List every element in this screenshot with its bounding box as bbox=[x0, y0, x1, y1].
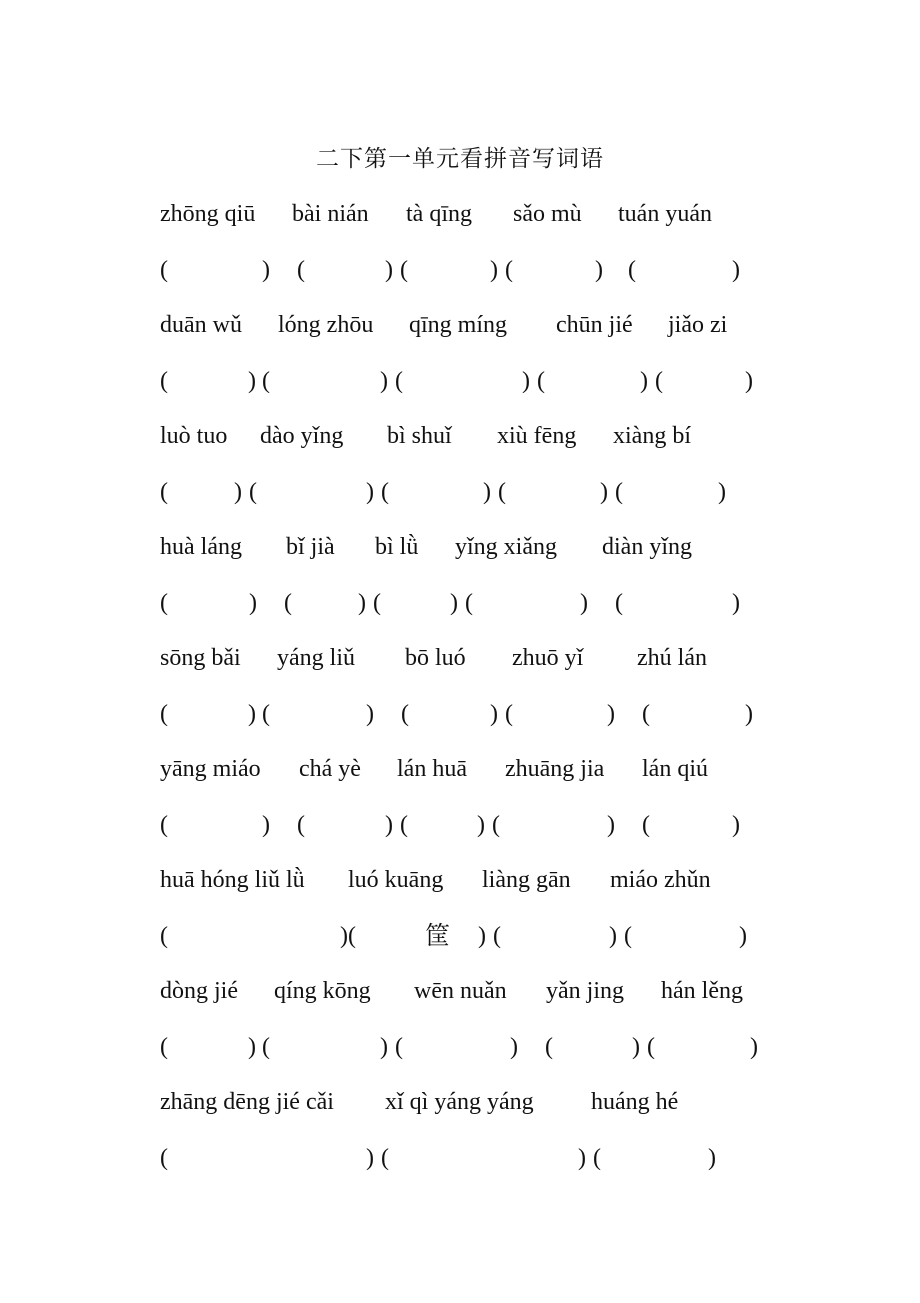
pinyin-word: luò tuo bbox=[160, 423, 228, 449]
open-paren: ( bbox=[400, 257, 408, 283]
pinyin-word: duān wǔ bbox=[160, 312, 242, 338]
close-paren: ) bbox=[385, 812, 393, 838]
open-paren: ( bbox=[498, 479, 506, 505]
close-paren: ) bbox=[358, 590, 366, 616]
pinyin-word: xǐ qì yáng yáng bbox=[385, 1089, 534, 1115]
pinyin-word: chá yè bbox=[299, 756, 361, 782]
open-paren: ( bbox=[395, 368, 403, 394]
pinyin-word: zhāng dēng jié cǎi bbox=[160, 1089, 334, 1115]
answer-row bbox=[0, 475, 920, 509]
open-paren: ( bbox=[160, 368, 168, 394]
close-paren: ) bbox=[366, 1145, 374, 1171]
open-paren: ( bbox=[628, 257, 636, 283]
pinyin-word: lán qiú bbox=[642, 756, 708, 782]
answer-row bbox=[0, 808, 920, 842]
open-paren: ( bbox=[395, 1034, 403, 1060]
open-paren: ( bbox=[284, 590, 292, 616]
open-paren: ( bbox=[160, 590, 168, 616]
close-paren: ) bbox=[750, 1034, 758, 1060]
close-paren: ) bbox=[262, 257, 270, 283]
pinyin-word: dòng jié bbox=[160, 978, 238, 1004]
filled-answer: 筐 bbox=[425, 921, 451, 950]
pinyin-word: tuán yuán bbox=[618, 201, 712, 227]
open-paren: ( bbox=[642, 701, 650, 727]
pinyin-word: zhuāng jia bbox=[505, 756, 605, 782]
close-paren: ) bbox=[234, 479, 242, 505]
open-paren: ( bbox=[373, 590, 381, 616]
open-paren: ( bbox=[505, 701, 513, 727]
answer-row bbox=[0, 364, 920, 398]
open-paren: ( bbox=[624, 923, 632, 949]
open-paren: ( bbox=[262, 368, 270, 394]
open-paren: ( bbox=[160, 479, 168, 505]
open-paren: ( bbox=[160, 923, 168, 949]
open-paren: ( bbox=[647, 1034, 655, 1060]
pinyin-word: sōng bǎi bbox=[160, 645, 241, 671]
open-paren: ( bbox=[249, 479, 257, 505]
pinyin-word: zhuō yǐ bbox=[512, 645, 584, 671]
open-paren: ( bbox=[262, 701, 270, 727]
pinyin-word: miáo zhǔn bbox=[610, 867, 711, 893]
close-paren: ) bbox=[578, 1145, 586, 1171]
close-paren: ) bbox=[522, 368, 530, 394]
pinyin-word: dào yǐng bbox=[260, 423, 344, 449]
close-paren: ) bbox=[483, 479, 491, 505]
open-paren: ( bbox=[401, 701, 409, 727]
close-paren: ) bbox=[366, 479, 374, 505]
close-paren: ) bbox=[478, 923, 486, 949]
pinyin-word: chūn jié bbox=[556, 312, 633, 338]
close-paren: ) bbox=[732, 590, 740, 616]
close-paren: ) bbox=[248, 1034, 256, 1060]
open-paren: ( bbox=[505, 257, 513, 283]
close-paren: ) bbox=[490, 257, 498, 283]
pinyin-word: liàng gān bbox=[482, 867, 571, 893]
answer-row bbox=[0, 697, 920, 731]
close-paren: ) bbox=[745, 701, 753, 727]
pinyin-word: lán huā bbox=[397, 756, 467, 782]
pinyin-word: zhú lán bbox=[637, 645, 707, 671]
open-paren: ( bbox=[262, 1034, 270, 1060]
pinyin-word: bì lǜ bbox=[375, 534, 419, 560]
pinyin-word: jiǎo zi bbox=[668, 312, 728, 338]
close-paren: ) bbox=[249, 590, 257, 616]
pinyin-word: yǎn jing bbox=[546, 978, 624, 1004]
answer-row bbox=[0, 1141, 920, 1175]
open-paren: ( bbox=[615, 590, 623, 616]
pinyin-word: qíng kōng bbox=[274, 978, 371, 1004]
close-paren: ) bbox=[745, 368, 753, 394]
pinyin-row bbox=[0, 752, 920, 786]
pinyin-word: lóng zhōu bbox=[278, 312, 374, 338]
pinyin-word: huáng hé bbox=[591, 1089, 679, 1115]
open-paren: ( bbox=[160, 701, 168, 727]
answer-row bbox=[0, 586, 920, 620]
open-paren: ( bbox=[493, 923, 501, 949]
open-paren: ( bbox=[381, 1145, 389, 1171]
pinyin-word: bǐ jià bbox=[286, 534, 335, 560]
pinyin-word: luó kuāng bbox=[348, 867, 444, 893]
close-paren: ) bbox=[607, 701, 615, 727]
open-paren: ( bbox=[297, 257, 305, 283]
close-paren: ) bbox=[708, 1145, 716, 1171]
close-paren: ) bbox=[732, 812, 740, 838]
close-paren: ) bbox=[450, 590, 458, 616]
close-paren: ) bbox=[380, 368, 388, 394]
close-paren: ) bbox=[732, 257, 740, 283]
open-paren: ( bbox=[655, 368, 663, 394]
open-paren: ( bbox=[537, 368, 545, 394]
close-paren: ) bbox=[607, 812, 615, 838]
close-paren: ) bbox=[366, 701, 374, 727]
answer-row bbox=[0, 1030, 920, 1064]
pinyin-word: xiù fēng bbox=[497, 423, 577, 449]
close-paren: ) bbox=[262, 812, 270, 838]
open-paren: ( bbox=[545, 1034, 553, 1060]
close-paren: ) bbox=[490, 701, 498, 727]
answer-row bbox=[0, 253, 920, 287]
pinyin-word: wēn nuǎn bbox=[414, 978, 507, 1004]
open-paren: ( bbox=[642, 812, 650, 838]
pinyin-word: diàn yǐng bbox=[602, 534, 692, 560]
open-paren: ( bbox=[400, 812, 408, 838]
close-paren: ) bbox=[380, 1034, 388, 1060]
pinyin-word: hán lěng bbox=[661, 978, 743, 1004]
close-paren: ) bbox=[595, 257, 603, 283]
close-paren: ) bbox=[640, 368, 648, 394]
pinyin-word: huà láng bbox=[160, 534, 242, 560]
pinyin-word: huā hóng liǔ lǜ bbox=[160, 867, 305, 893]
close-paren: ) bbox=[248, 368, 256, 394]
pinyin-word: bì shuǐ bbox=[387, 423, 452, 449]
close-paren: ) bbox=[718, 479, 726, 505]
pinyin-word: yǐng xiǎng bbox=[455, 534, 557, 560]
pinyin-row bbox=[0, 863, 920, 897]
close-paren: ) bbox=[510, 1034, 518, 1060]
pinyin-word: tà qīng bbox=[406, 201, 472, 227]
close-paren: ) bbox=[385, 257, 393, 283]
close-paren: ) bbox=[609, 923, 617, 949]
open-paren: ( bbox=[492, 812, 500, 838]
pinyin-word: zhōng qiū bbox=[160, 201, 256, 227]
open-paren: ( bbox=[593, 1145, 601, 1171]
pinyin-word: xiàng bí bbox=[613, 423, 691, 449]
pinyin-word: bō luó bbox=[405, 645, 466, 671]
pinyin-word: bài nián bbox=[292, 201, 369, 227]
pinyin-word: sǎo mù bbox=[513, 201, 582, 227]
open-paren: ( bbox=[465, 590, 473, 616]
pinyin-word: yāng miáo bbox=[160, 756, 261, 782]
close-paren: ) bbox=[632, 1034, 640, 1060]
close-paren: ) bbox=[739, 923, 747, 949]
open-paren: ( bbox=[160, 1034, 168, 1060]
close-paren: )( bbox=[340, 923, 356, 949]
pinyin-row bbox=[0, 530, 920, 564]
pinyin-row bbox=[0, 1085, 920, 1119]
close-paren: ) bbox=[248, 701, 256, 727]
open-paren: ( bbox=[160, 812, 168, 838]
open-paren: ( bbox=[297, 812, 305, 838]
open-paren: ( bbox=[381, 479, 389, 505]
close-paren: ) bbox=[477, 812, 485, 838]
open-paren: ( bbox=[615, 479, 623, 505]
close-paren: ) bbox=[580, 590, 588, 616]
close-paren: ) bbox=[600, 479, 608, 505]
pinyin-word: yáng liǔ bbox=[277, 645, 355, 671]
open-paren: ( bbox=[160, 257, 168, 283]
pinyin-row bbox=[0, 419, 920, 453]
pinyin-row bbox=[0, 641, 920, 675]
pinyin-row bbox=[0, 197, 920, 231]
worksheet-title: 二下第一单元看拼音写词语 bbox=[316, 146, 604, 172]
open-paren: ( bbox=[160, 1145, 168, 1171]
pinyin-word: qīng míng bbox=[409, 312, 508, 338]
pinyin-row bbox=[0, 308, 920, 342]
pinyin-row bbox=[0, 974, 920, 1008]
answer-row bbox=[0, 919, 920, 953]
